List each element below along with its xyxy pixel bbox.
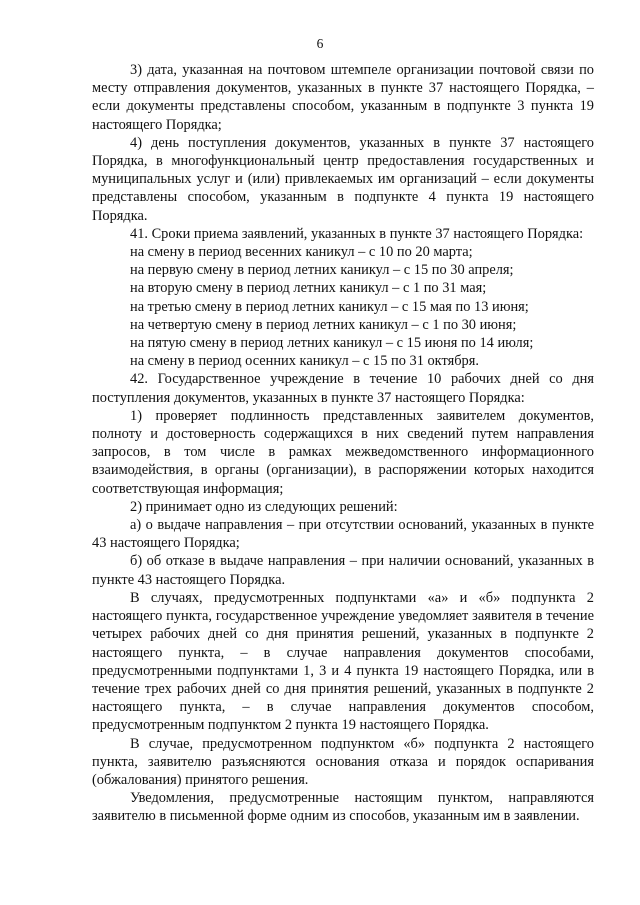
deadline-summer-shift-5: на пятую смену в период летних каникул – с 15 июня по 14 июля; <box>130 335 534 352</box>
document-body <box>92 61 594 826</box>
paragraph-refusal-explanation: В случае, предусмотренном подпунктом «б» подпункта 2 настоящего пункта, заявителю разъясняются основания отказа и порядок оспаривания (обжалования) принятого решения. <box>92 735 594 788</box>
decision-option-a: а) о выдаче направления – при отсутствии оснований, указанных в пункте 43 настоящего Порядка; <box>92 517 594 552</box>
paragraph-42-subitem-2: 2) принимает одно из следующих решений: <box>130 498 398 515</box>
paragraph-42: 42. Государственное учреждение в течение 10 рабочих дней со дня поступления документов, указанных в пункте 37 настоящего Порядка: <box>92 371 594 406</box>
paragraph-41: 41. Сроки приема заявлений, указанных в пункте 37 настоящего Порядка: <box>130 225 584 242</box>
deadline-summer-shift-2: на вторую смену в период летних каникул – с 1 по 31 мая; <box>130 280 487 297</box>
paragraph-notification-terms: В случаях, предусмотренных подпунктами «а» и «б» подпункта 2 настоящего пункта, государственное учреждение уведомляет заявителя в течение четырех рабочих дней со дня принятия решений, указанных в подпункте 2 настоящего пункта, – в случае направления документов способами, предусмотренными подпунктами 1, 3 и 4 пункта 19 настоящего Порядка, или в течение трех рабочих дней со дня принятия решений, указанных в подпункте 2 настоящего пункта, – в случае направления документов способом, предусмотренным подпунктом 2 пункта 19 настоящего Порядка. <box>92 589 594 734</box>
deadline-autumn-break: на смену в период осенних каникул – с 15 по 31 октября. <box>130 353 479 370</box>
decision-option-b: б) об отказе в выдаче направления – при наличии оснований, указанных в пункте 43 настоящего Порядка. <box>92 553 594 588</box>
paragraph-notification-form: Уведомления, предусмотренные настоящим пунктом, направляются заявителю в письменной форме одним из способов, указанным им в заявлении. <box>92 790 594 825</box>
deadline-list <box>92 243 594 370</box>
paragraph-subitem-3: 3) дата, указанная на почтовом штемпеле организации почтовой связи по месту отправления документов, указанных в пункте 37 настоящего Порядка, – если документы представлены способом, указанным в подпункте 3 пункта 19 настоящего Порядка; <box>92 62 594 133</box>
deadline-spring-break: на смену в период весенних каникул – с 10 по 20 марта; <box>130 244 473 261</box>
paragraph-subitem-4: 4) день поступления документов, указанных в пункте 37 настоящего Порядка, в многофункциональный центр предоставления государственных и муниципальных услуг и (или) привлекаемых им организаций – если документы представлены способом, указанным в подпункте 4 пункта 19 настоящего Порядка. <box>92 134 594 224</box>
deadline-summer-shift-4: на четвертую смену в период летних каникул – с 1 по 30 июня; <box>130 316 517 333</box>
page-number: 6 <box>316 36 324 51</box>
deadline-summer-shift-3: на третью смену в период летних каникул – с 15 мая по 13 июня; <box>130 298 529 315</box>
paragraph-42-subitem-1: 1) проверяет подлинность представленных заявителем документов, полноту и достоверность содержащихся в них сведений путем направления запросов, в том числе в рамках межведомственного информационного взаимодействия, в органы (организации), в распоряжении которых находится соответствующая информация; <box>92 407 594 497</box>
deadline-summer-shift-1: на первую смену в период летних каникул – с 15 по 30 апреля; <box>130 262 514 279</box>
